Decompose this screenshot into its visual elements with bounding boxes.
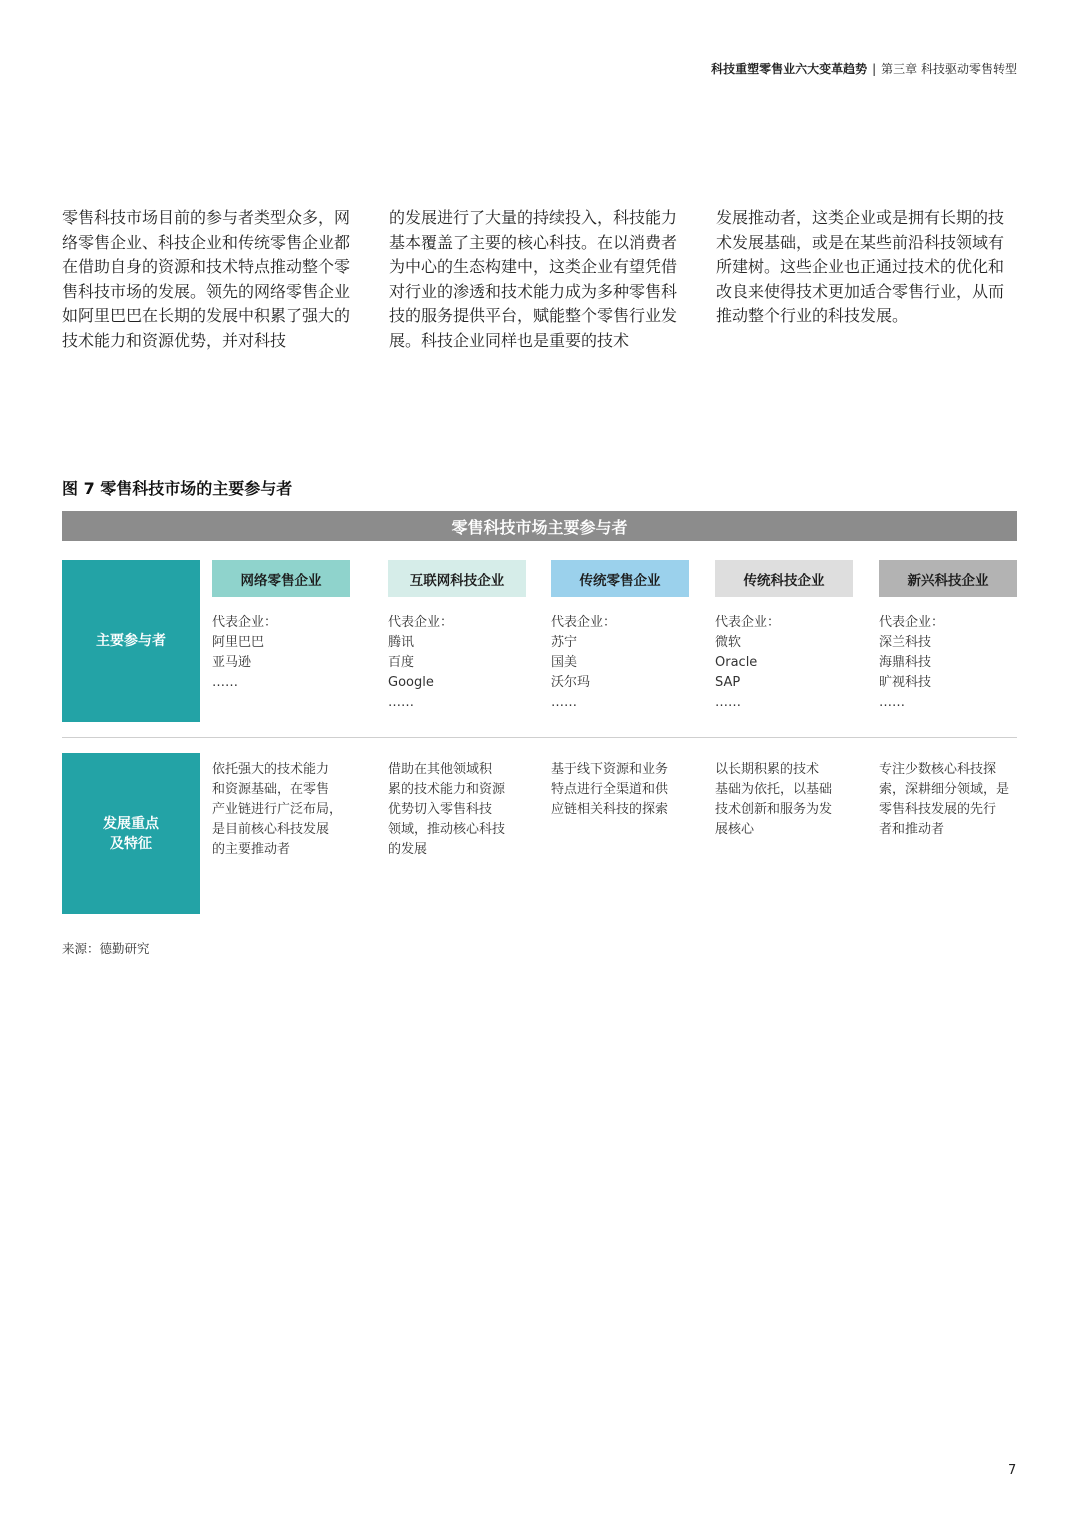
chapter-title: 第三章 科技驱动零售转型 <box>881 62 1017 76</box>
figure-caption: 图 7 零售科技市场的主要参与者 <box>62 479 293 498</box>
report-title: 科技重塑零售业六大变革趋势 <box>711 62 868 76</box>
header-separator: | <box>872 62 877 76</box>
example-company: Google <box>388 675 434 690</box>
example-company: 代表企业： <box>212 615 278 630</box>
example-company: SAP <box>715 675 741 690</box>
example-company: …… <box>715 695 741 710</box>
category-examples <box>715 613 780 713</box>
category-examples <box>212 613 277 693</box>
category-header: 互联网科技企业 <box>388 560 526 597</box>
category-features <box>388 760 528 860</box>
category-examples <box>388 613 453 713</box>
category-examples <box>551 613 616 713</box>
example-company: 代表企业： <box>879 615 945 630</box>
row-label-features-line-2: 及特征 <box>110 835 152 852</box>
feature-line: 零售科技发展的先行 <box>879 802 997 817</box>
example-company: 代表企业： <box>551 615 617 630</box>
row-label-participants-text: 主要参与者 <box>96 633 166 649</box>
feature-line: 是目前核心科技发展 <box>212 822 330 837</box>
example-company: 代表企业： <box>388 615 454 630</box>
feature-line: 基于线下资源和业务 <box>551 762 669 777</box>
row-divider <box>62 737 1017 738</box>
feature-line: 者和推动者 <box>879 822 945 837</box>
feature-line: 和资源基础，在零售 <box>212 782 330 797</box>
example-company: 代表企业： <box>715 615 781 630</box>
example-company: 苏宁 <box>551 635 578 650</box>
example-company: 深兰科技 <box>879 635 932 650</box>
example-company: …… <box>212 675 238 690</box>
feature-line: 的发展 <box>388 842 428 857</box>
feature-line: 优势切入零售科技 <box>388 802 493 817</box>
example-company: 沃尔玛 <box>551 675 591 690</box>
feature-line: 产业链进行广泛布局， <box>212 802 343 817</box>
example-company: …… <box>388 695 414 710</box>
example-company: 国美 <box>551 655 578 670</box>
feature-line: 展核心 <box>715 822 755 837</box>
running-header <box>711 60 1017 77</box>
category-header: 传统零售企业 <box>551 560 689 597</box>
example-company: …… <box>879 695 905 710</box>
page-number: 7 <box>1008 1463 1017 1478</box>
feature-line: 依托强大的技术能力 <box>212 762 330 777</box>
feature-line: 基础为依托，以基础 <box>715 782 833 797</box>
figure-source: 来源：德勤研究 <box>62 941 150 956</box>
example-company: Oracle <box>715 655 758 670</box>
example-company: 百度 <box>388 655 415 670</box>
category-features <box>715 760 855 840</box>
category-header: 网络零售企业 <box>212 560 350 597</box>
feature-line: 特点进行全渠道和供 <box>551 782 669 797</box>
example-company: …… <box>551 695 577 710</box>
category-features <box>551 760 691 820</box>
feature-line: 应链相关科技的探索 <box>551 802 669 817</box>
intro-column-1: 零售科技市场目前的参与者类型众多，网络零售企业、科技企业和传统零售企业都在借助自身的资源和技术特点推动整个零售科技市场的发展。领先的网络零售企业如阿里巴巴在长期的发展中积累了强大的技术能力和资源优势，并对科技 <box>62 208 351 350</box>
example-company: 微软 <box>715 635 742 650</box>
category-header: 传统科技企业 <box>715 560 853 597</box>
feature-line: 借助在其他领域积 <box>388 762 493 777</box>
intro-column-2: 的发展进行了大量的持续投入，科技能力基本覆盖了主要的核心科技。在以消费者为中心的生态构建中，这类企业有望凭借对行业的渗透和技术能力成为多种零售科技的服务提供平台，赋能整个零售行业发展。科技企业同样也是重要的技术 <box>389 208 678 350</box>
category-features <box>879 760 1019 840</box>
feature-line: 技术创新和服务为发 <box>715 802 833 817</box>
example-company: 腾讯 <box>388 635 415 650</box>
category-examples <box>879 613 944 713</box>
example-company: 旷视科技 <box>879 675 932 690</box>
feature-line: 索，深耕细分领域，是 <box>879 782 1010 797</box>
category-features <box>212 760 352 860</box>
row-label-participants <box>62 560 200 722</box>
example-company: 阿里巴巴 <box>212 635 265 650</box>
intro-column-3: 发展推动者，这类企业或是拥有长期的技术发展基础，或是在某些前沿科技领域有所建树。这些企业也正通过技术的优化和改良来使得技术更加适合零售行业，从而推动整个行业的科技发展。 <box>716 208 1005 325</box>
feature-line: 专注少数核心科技探 <box>879 762 997 777</box>
row-label-features-line-1: 发展重点 <box>103 815 159 832</box>
feature-line: 累的技术能力和资源 <box>388 782 506 797</box>
category-header: 新兴科技企业 <box>879 560 1017 597</box>
feature-line: 以长期积累的技术 <box>715 762 820 777</box>
feature-line: 领域，推动核心科技 <box>388 822 506 837</box>
feature-line: 的主要推动者 <box>212 842 291 857</box>
row-label-features <box>62 753 200 914</box>
example-company: 亚马逊 <box>212 655 252 670</box>
figure-banner: 零售科技市场主要参与者 <box>62 511 1017 541</box>
example-company: 海鼎科技 <box>879 655 932 670</box>
